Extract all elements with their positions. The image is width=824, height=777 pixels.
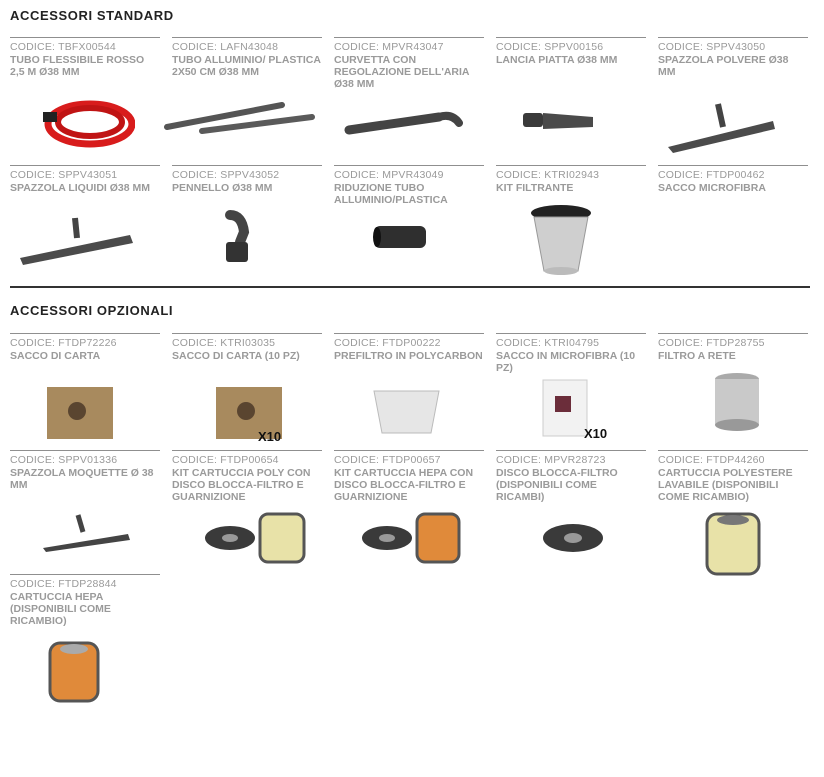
- product-card-ktri02943: [496, 165, 646, 194]
- product-code: CODICE: FTDP28755: [658, 337, 765, 349]
- product-name: TUBO ALLUMINIO/ PLASTICA 2X50 CM Ø38 MM: [172, 54, 321, 78]
- product-name: LANCIA PIATTA Ø38 MM: [496, 54, 618, 66]
- product-code: CODICE: KTRI03035: [172, 337, 276, 349]
- product-name: SACCO DI CARTA: [10, 350, 101, 362]
- product-name: SPAZZOLA MOQUETTE Ø 38 MM: [10, 467, 154, 491]
- product-code: CODICE: FTDP00654: [172, 454, 279, 466]
- paper-bag-icon: [45, 383, 115, 443]
- product-code: CODICE: MPVR28723: [496, 454, 606, 466]
- product-name: KIT FILTRANTE: [496, 182, 574, 194]
- product-name: SPAZZOLA LIQUIDI Ø38 MM: [10, 182, 151, 194]
- product-card-lafn43048: [172, 37, 322, 78]
- product-code: CODICE: FTDP72226: [10, 337, 117, 349]
- dust-brush-icon: [663, 99, 783, 154]
- product-card-ktri03035: [172, 333, 322, 444]
- quantity-badge: X10: [584, 426, 608, 441]
- product-code: CODICE: KTRI04795: [496, 337, 600, 349]
- polyester-cartridge-icon: [703, 510, 763, 578]
- product-name: CARTUCCIA HEPA (DISPONIBILI COME RICAMBIO): [10, 591, 111, 627]
- product-code: CODICE: TBFX00544: [10, 41, 116, 53]
- prefilter-icon: [369, 383, 444, 438]
- product-card-ftdp28755: [658, 333, 808, 362]
- product-card-ftdp00654: [172, 450, 322, 503]
- product-name: CURVETTA CON REGOLAZIONE DELL'ARIA Ø38 MM: [334, 54, 470, 90]
- product-card-mpvr28723: [496, 450, 646, 503]
- product-code: CODICE: MPVR43047: [334, 41, 444, 53]
- hepa-cartridge-icon: [47, 639, 102, 707]
- product-code: CODICE: FTDP44260: [658, 454, 765, 466]
- product-card-sppv01336: [10, 450, 160, 491]
- product-name: DISCO BLOCCA-FILTRO (DISPONIBILI COME RICAMBI): [496, 467, 618, 503]
- product-code: CODICE: LAFN43048: [172, 41, 279, 53]
- poly-cartridge-kit-icon: [202, 508, 312, 568]
- product-card-mpvr43049: [334, 165, 484, 206]
- product-name: SACCO IN MICROFIBRA (10 PZ): [496, 350, 636, 374]
- section-divider: [10, 286, 810, 288]
- product-card-sppv43052: [172, 165, 322, 194]
- mesh-filter-icon: [713, 371, 763, 433]
- aluminium-tubes-icon: [162, 97, 322, 137]
- product-code: CODICE: SPPV43051: [10, 169, 118, 181]
- product-code: CODICE: KTRI02943: [496, 169, 600, 181]
- product-code: CODICE: FTDP00222: [334, 337, 441, 349]
- product-name: KIT CARTUCCIA POLY CON DISCO BLOCCA-FILTRO E GUARNIZIONE: [172, 467, 311, 503]
- product-name: SPAZZOLA POLVERE Ø38 MM: [658, 54, 789, 78]
- product-card-ftdp00462: [658, 165, 808, 194]
- product-name: FILTRO A RETE: [658, 350, 736, 362]
- product-name: TUBO FLESSIBILE ROSSO 2,5 M Ø38 MM: [10, 54, 145, 78]
- product-code: CODICE: FTDP00462: [658, 169, 765, 181]
- curved-handle-icon: [344, 105, 474, 140]
- product-name: SACCO DI CARTA (10 PZ): [172, 350, 300, 362]
- red-hose-icon: [35, 92, 135, 152]
- product-card-ktri04795: [496, 333, 646, 441]
- quantity-badge: X10: [258, 429, 282, 444]
- product-card-ftdp72226: [10, 333, 160, 362]
- product-code: CODICE: SPPV43052: [172, 169, 280, 181]
- tube-reducer-icon: [369, 220, 434, 255]
- product-name: RIDUZIONE TUBO ALLUMINIO/PLASTICA: [334, 182, 448, 206]
- product-card-ftdp28844: [10, 574, 160, 627]
- liquid-brush-icon: [15, 213, 140, 268]
- round-brush-icon: [212, 210, 262, 270]
- product-card-ftdp00222: [334, 333, 484, 362]
- product-name: PREFILTRO IN POLYCARBON: [334, 350, 483, 362]
- filter-kit-icon: [526, 203, 596, 278]
- product-card-sppv43051: [10, 165, 160, 194]
- product-name: SACCO MICROFIBRA: [658, 182, 766, 194]
- product-card-ftdp00657: [334, 450, 484, 503]
- product-code: CODICE: MPVR43049: [334, 169, 444, 181]
- product-card-mpvr43047: [334, 37, 484, 90]
- carpet-brush-icon: [38, 510, 138, 555]
- crevice-nozzle-icon: [521, 105, 601, 140]
- section-title-optional: ACCESSORI OPZIONALI: [10, 303, 174, 318]
- product-code: CODICE: FTDP00657: [334, 454, 441, 466]
- product-code: CODICE: SPPV00156: [496, 41, 604, 53]
- hepa-cartridge-kit-icon: [359, 508, 469, 568]
- product-name: PENNELLO Ø38 MM: [172, 182, 273, 194]
- product-card-tbfx00544: [10, 37, 160, 78]
- filter-disc-icon: [541, 518, 606, 558]
- product-card-ftdp44260: [658, 450, 808, 503]
- product-name: KIT CARTUCCIA HEPA CON DISCO BLOCCA-FILTRO E GUARNIZIONE: [334, 467, 474, 503]
- section-title-standard: ACCESSORI STANDARD: [10, 8, 174, 23]
- product-code: CODICE: SPPV43050: [658, 41, 766, 53]
- product-name: CARTUCCIA POLYESTERE LAVABILE (DISPONIBILI COME RICAMBIO): [658, 467, 793, 503]
- product-code: CODICE: SPPV01336: [10, 454, 118, 466]
- product-card-sppv00156: [496, 37, 646, 66]
- product-card-sppv43050: [658, 37, 808, 78]
- product-code: CODICE: FTDP28844: [10, 578, 117, 590]
